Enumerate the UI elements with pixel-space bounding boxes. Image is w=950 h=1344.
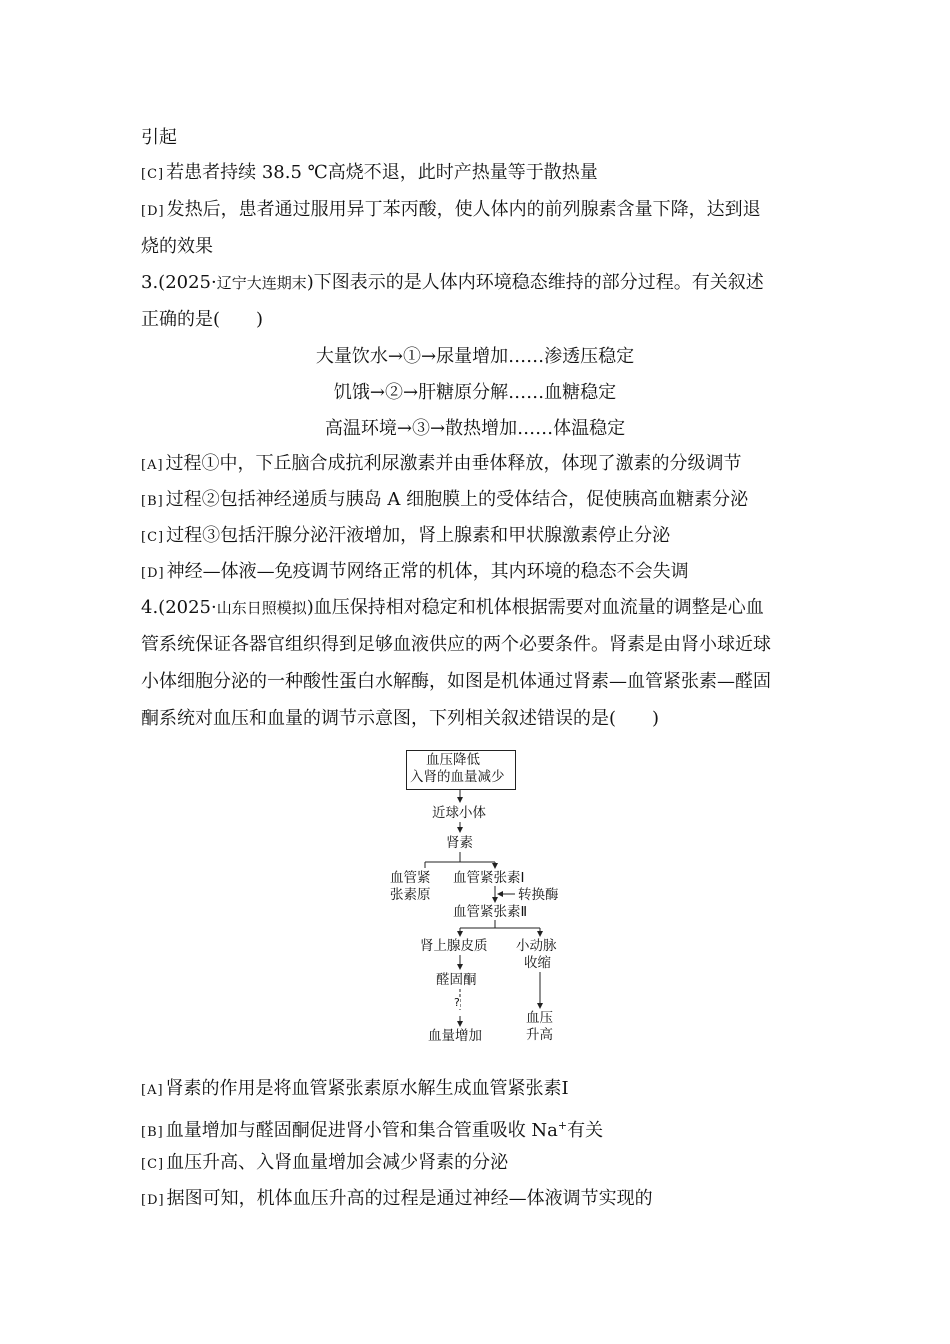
diagram-agt-line1: 血管紧 — [390, 870, 431, 886]
q2-stem-continuation: 引起 — [141, 127, 177, 148]
q4-option-c[interactable] — [141, 1152, 508, 1176]
raas-diagram — [380, 748, 580, 1053]
question-stem: )下图表示的是人体内环境稳态维持的部分过程。有关叙述 — [306, 272, 764, 293]
q4-option-d[interactable] — [141, 1188, 653, 1212]
diagram-box-line2: 入肾的血量减少 — [410, 769, 505, 785]
option-text: 据图可知，机体血压升高的过程是通过神经—体液调节实现的 — [166, 1188, 653, 1209]
option-text: 肾素的作用是将血管紧张素原水解生成血管紧张素Ⅰ — [165, 1078, 569, 1099]
option-text: 过程③包括汗腺分泌汗液增加，肾上腺素和甲状腺激素停止分泌 — [166, 525, 671, 546]
question-source: 山东日照模拟 — [216, 599, 307, 617]
option-tag: [A] — [141, 1083, 164, 1098]
q4-stem-line3: 小体细胞分泌的一种酸性蛋白水解酶，如图是机体通过肾素—血管紧张素—醛固 — [141, 671, 771, 692]
q3-option-b[interactable] — [141, 489, 748, 513]
option-tag: [D] — [141, 1193, 165, 1208]
diagram-blood-volume: 血量增加 — [428, 1028, 482, 1044]
option-text: 神经—体液—免疫调节网络正常的机体，其内环境的稳态不会失调 — [166, 561, 689, 582]
q4-stem — [141, 597, 764, 619]
q2-option-d-continuation: 烧的效果 — [141, 236, 213, 257]
option-tag: [B] — [141, 494, 164, 509]
option-text: 过程②包括神经递质与胰岛 A 细胞膜上的受体结合，促使胰高血糖素分泌 — [165, 489, 749, 510]
question-number: 3.(2025· — [141, 272, 217, 293]
diagram-jgc: 近球小体 — [432, 805, 486, 821]
option-tag: [C] — [141, 167, 165, 182]
diagram-renin: 肾素 — [446, 835, 473, 851]
q3-option-d[interactable] — [141, 561, 689, 585]
option-tag: [A] — [141, 458, 164, 473]
q2-option-c[interactable] — [141, 162, 598, 186]
option-tag: [C] — [141, 1157, 165, 1172]
diagram-aldosterone: 醛固酮 — [436, 972, 477, 988]
diagram-adrenal: 肾上腺皮质 — [420, 938, 488, 954]
q3-chain-1: 大量饮水→①→尿量增加……渗透压稳定 — [315, 346, 635, 367]
diagram-ace: 转换酶 — [518, 887, 559, 903]
question-stem: )血压保持相对稳定和机体根据需要对血流量的调整是心血 — [306, 597, 764, 618]
q4-stem-line2: 管系统保证各器官组织得到足够血液供应的两个必要条件。肾素是由肾小球近球 — [141, 634, 771, 655]
question-source: 辽宁大连期末 — [216, 274, 307, 292]
question-number: 4.(2025· — [141, 597, 217, 618]
option-text: 发热后，患者通过服用异丁苯丙酸，使人体内的前列腺素含量下降，达到退 — [166, 199, 761, 220]
diagram-question-mark: ? — [454, 996, 460, 1009]
diagram-ang2: 血管紧张素Ⅱ — [453, 904, 528, 920]
diagram-box-line1: 血压降低 — [426, 752, 480, 768]
q3-option-c[interactable] — [141, 525, 670, 549]
q3-stem — [141, 272, 764, 294]
option-tag: [D] — [141, 566, 165, 581]
q2-option-d[interactable] — [141, 199, 761, 223]
option-text: 血压升高、入肾血量增加会减少肾素的分泌 — [166, 1152, 509, 1173]
diagram-arteriole-line2: 收缩 — [524, 955, 551, 971]
diagram-arteriole-line1: 小动脉 — [516, 938, 557, 954]
q4-option-a[interactable] — [141, 1078, 569, 1102]
q3-chain-3: 高温环境→③→散热增加……体温稳定 — [324, 418, 626, 439]
q3-option-a[interactable] — [141, 453, 742, 477]
option-tag: [D] — [141, 204, 165, 219]
q3-stem-line2: 正确的是( ) — [141, 309, 264, 330]
q4-option-b[interactable] — [141, 1115, 603, 1144]
diagram-ang1: 血管紧张素Ⅰ — [453, 870, 525, 886]
option-tag: [C] — [141, 530, 165, 545]
option-text-tail: 有关 — [567, 1120, 604, 1141]
diagram-bp-line1: 血压 — [526, 1010, 553, 1026]
diagram-bp-line2: 升高 — [526, 1027, 553, 1043]
option-text: 过程①中，下丘脑合成抗利尿激素并由垂体释放，体现了激素的分级调节 — [165, 453, 742, 474]
superscript-plus: + — [557, 1119, 568, 1132]
option-text: 血量增加与醛固酮促进肾小管和集合管重吸收 Na — [165, 1120, 558, 1141]
option-text: 若患者持续 38.5 ℃高烧不退，此时产热量等于散热量 — [166, 162, 598, 183]
q4-stem-line4: 酮系统对血压和血量的调节示意图，下列相关叙述错误的是( ) — [141, 708, 660, 729]
option-tag: [B] — [141, 1125, 164, 1140]
q3-chain-2: 饥饿→②→肝糖原分解……血糖稳定 — [333, 382, 617, 403]
diagram-agt-line2: 张素原 — [390, 887, 431, 903]
